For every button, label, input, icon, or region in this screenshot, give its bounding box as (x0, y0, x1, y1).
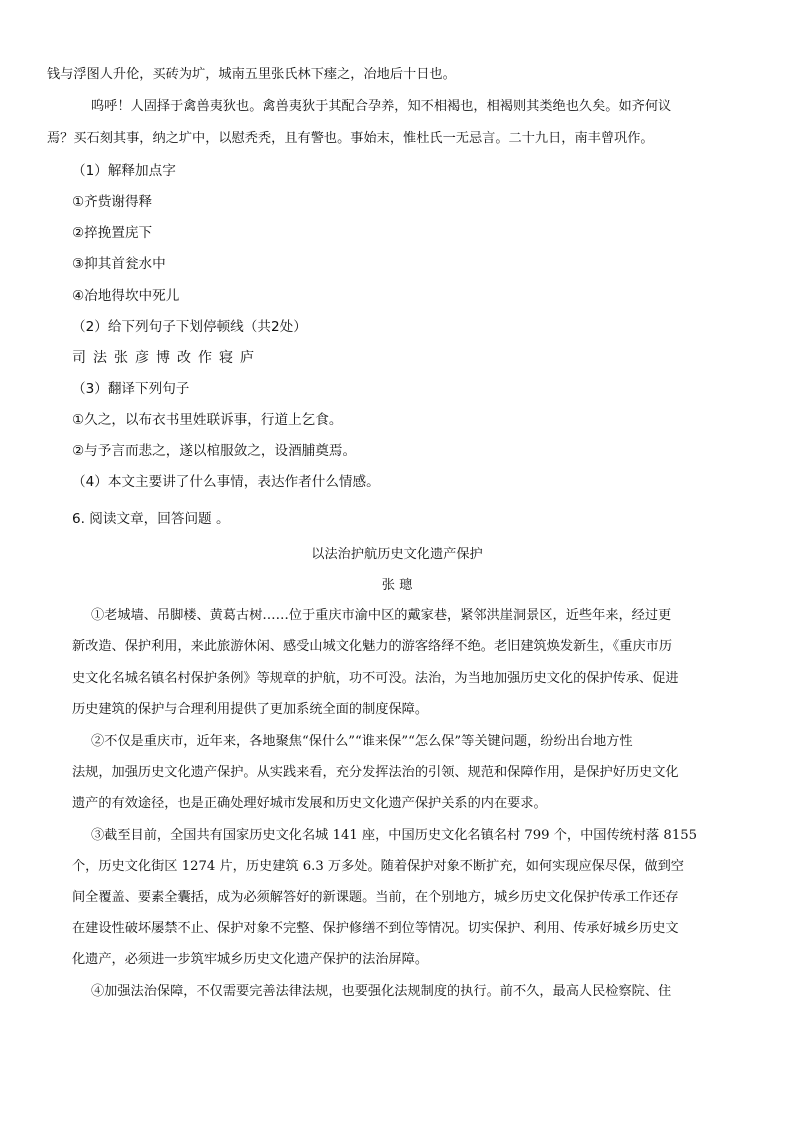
article-paragraph-line: 历史建筑的保护与合理利用提供了更加系统全面的制度保障。 (72, 702, 429, 717)
question-1-item: ①齐赀谢得释 (72, 194, 153, 210)
question-3-heading: （3）翻译下列句子 (72, 381, 190, 397)
question-2-heading: （2）给下列句子下划停顿线（共2处） (72, 319, 307, 335)
article-paragraph-line: 新改造、保护利用，来此旅游休闲、感受山城文化魅力的游客络绎不绝。老旧建筑焕发新生，《重庆市历 (72, 639, 673, 654)
article-paragraph-line: 在建设性破坏屡禁不止、保护对象不完整、保护修缮不到位等情况。切实保护、利用、传承好城乡历史文 (72, 921, 679, 936)
article-paragraph-line: ④加强法治保障，不仅需要完善法律法规，也要强化法规制度的执行。前不久，最高人民检察院、住 (91, 984, 672, 999)
question-1-heading: （1）解释加点字 (72, 163, 176, 179)
question-1-item: ③抑其首瓮水中 (72, 256, 166, 272)
body-text-line: 钱与浮图人升伦，买砖为圹，城南五里张氏林下瘗之，冶地后十日也。 (47, 67, 456, 82)
article-paragraph-line: 遗产的有效途径，也是正确处理好城市发展和历史文化遗产保护关系的内在要求。 (72, 796, 547, 811)
question-1-item: ④冶地得坎中死儿 (72, 288, 180, 304)
question-4-heading: （4）本文主要讲了什么事情，表达作者什么情感。 (72, 474, 380, 490)
article-paragraph-line: 史文化名城名镇名村保护条例》等规章的护航，功不可没。法治，为当地加强历史文化的保护传承、促进 (72, 671, 679, 686)
question-3-item: ②与予言而悲之，遂以棺服敛之，设酒脯奠焉。 (72, 443, 357, 459)
article-paragraph-line: 间全覆盖、要素全囊括，成为必须解答好的新课题。当前，在个别地方，城乡历史文化保护传承工作还存 (72, 890, 679, 905)
article-paragraph-line: ①老城墙、吊脚楼、黄葛古树……位于重庆市渝中区的戴家巷，紧邻洪崖洞景区，近些年来，经过更 (91, 608, 672, 623)
question-6-heading: 6. 阅读文章，回答问题 。 (72, 511, 230, 527)
question-1-item: ②捽挽置庑下 (72, 225, 153, 241)
article-paragraph-line: 化遗产，必须进一步筑牢城乡历史文化遗产保护的法治屏障。 (72, 952, 429, 967)
body-text-line: 焉？买石刻其事，纳之圹中，以慰秃秃，且有警也。事始末，惟杜氏一无忌言。二十九日，南丰曾巩作。 (47, 131, 654, 146)
article-paragraph-line: ②不仅是重庆市，近年来，各地聚焦“保什么”“谁来保”“怎么保”等关键问题，纷纷出台地方性 (91, 734, 633, 749)
question-2-sentence: 司法张彦博改作寝庐 (72, 350, 261, 366)
article-paragraph-line: 个，历史文化街区 1274 片，历史建筑 6.3 万多处。随着保护对象不断扩充，如何实现应保尽保，做到空 (72, 859, 684, 874)
article-paragraph-line: ③截至目前，全国共有国家历史文化名城 141 座，中国历史文化名镇名村 799 个，中国传统村落 8155 (91, 828, 697, 843)
question-3-item: ①久之，以布衣书里姓联诉事，行道上乞食。 (72, 412, 343, 428)
article-author: 张 璁 (381, 578, 413, 593)
body-text-line: 呜呼！人固择于禽兽夷狄也。禽兽夷狄于其配合孕养，知不相褐也，相褐则其类绝也久矣。如齐何议 (91, 99, 672, 114)
article-paragraph-line: 法规，加强历史文化遗产保护。从实践来看，充分发挥法治的引领、规范和保障作用，是保护好历史文化 (72, 765, 679, 780)
article-title: 以法治护航历史文化遗产保护 (311, 547, 483, 562)
